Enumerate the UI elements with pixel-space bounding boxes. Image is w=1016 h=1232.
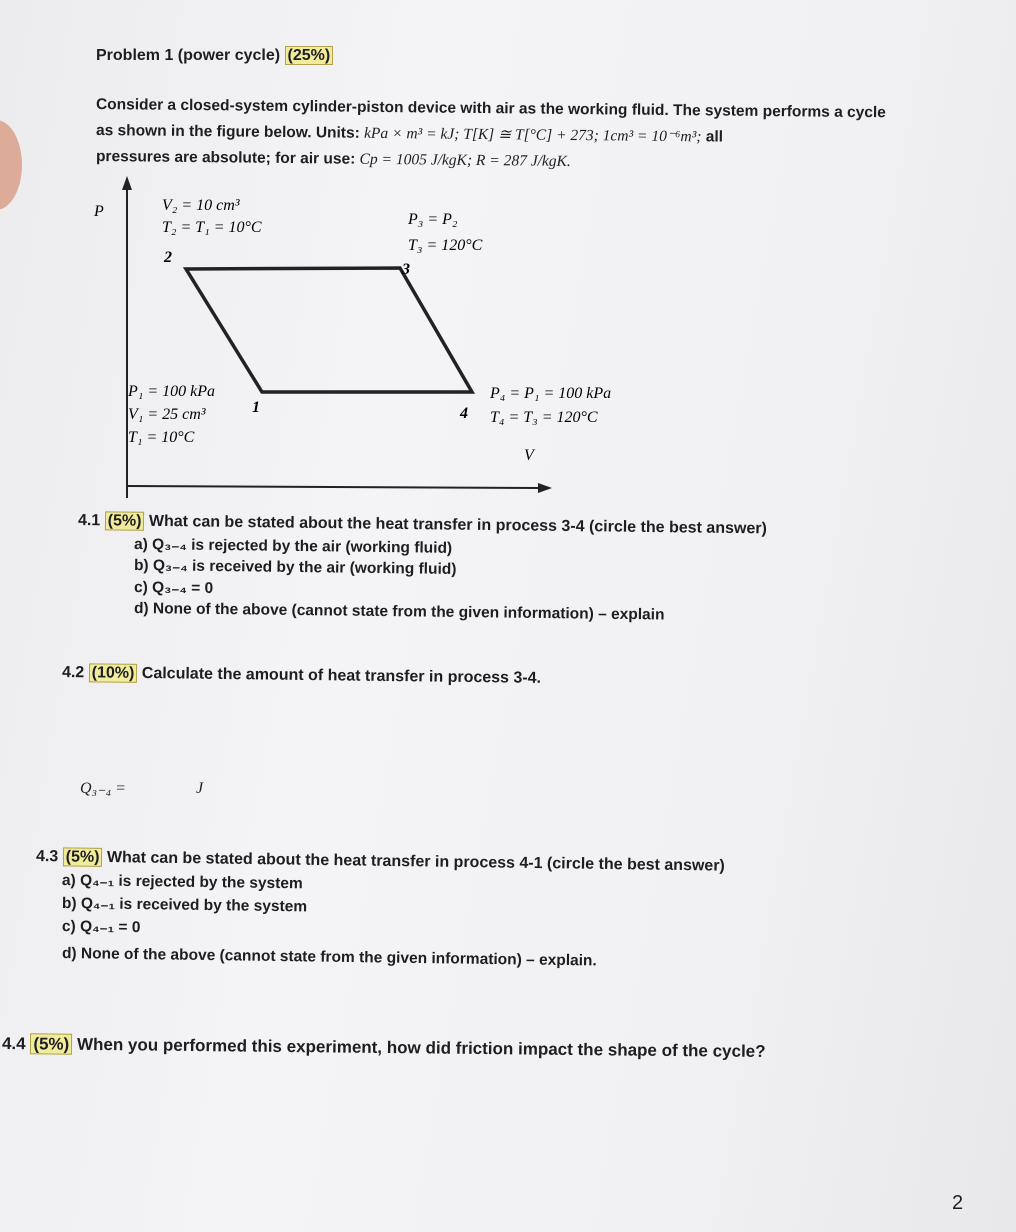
- intro-line-2-text: as shown in the figure below. Units:: [95, 122, 365, 142]
- state4-number: 4: [460, 405, 468, 422]
- state3-number: 3: [402, 261, 410, 278]
- title-text: Problem 1 (power cycle): [96, 47, 281, 64]
- state1-v: V₁ = 25 cm³: [128, 406, 206, 423]
- state1-p: P₁ = 100 kPa: [128, 383, 216, 400]
- q41-text: What can be stated about the heat transfer in process 3-4 (circle the best answer): [144, 512, 767, 538]
- state4-t: T₄ = T₃ = 120°C: [490, 409, 598, 426]
- q41-option-c[interactable]: c) Q₃₋₄ = 0: [133, 579, 214, 597]
- q43-option-b[interactable]: b) Q₄₋₁ is received by the system: [61, 895, 308, 916]
- p-axis-arrow: [122, 176, 132, 190]
- state2-v: V₂ = 10 cm³: [162, 197, 240, 214]
- q41-option-d[interactable]: d) None of the above (cannot state from the given information) – explain: [133, 600, 665, 624]
- state1-number: 1: [252, 399, 260, 416]
- q44-percent: (5%): [30, 1033, 72, 1054]
- pv-diagram: [0, 0, 1016, 520]
- q41-number: 4.1: [77, 512, 101, 530]
- intro-line-2-math: kPa × m³ = kJ; T[K] ≅ T[°C] + 273; 1cm³ = 10⁻⁶m³;: [364, 124, 702, 146]
- state2-number: 2: [164, 249, 172, 266]
- state4-p: P₄ = P₁ = 100 kPa: [490, 385, 612, 402]
- q42-number: 4.2: [61, 664, 85, 682]
- state3-p: P₃ = P₂: [408, 211, 458, 228]
- state1-t: T₁ = 10°C: [128, 429, 195, 446]
- v-axis-arrow: [538, 483, 552, 493]
- q41-percent: (5%): [105, 511, 145, 530]
- q43-text: What can be stated about the heat transfer in process 4-1 (circle the best answer): [102, 848, 725, 875]
- q42-percent: (10%): [89, 663, 138, 683]
- q44-text: When you performed this experiment, how did friction impact the shape of the cycle?: [72, 1034, 766, 1061]
- intro-line-3-math: Cp = 1005 J/kgK; R = 287 J/kgK.: [359, 150, 571, 170]
- q41-option-a[interactable]: a) Q₃₋₄ is rejected by the air (working fluid): [133, 536, 453, 557]
- q43-number: 4.3: [35, 848, 59, 866]
- axis-p-label: P: [94, 203, 104, 220]
- state2-t: T₂ = T₁ = 10°C: [162, 219, 262, 236]
- q43-option-a[interactable]: a) Q₄₋₁ is rejected by the system: [61, 872, 303, 893]
- v-axis-line: [127, 486, 540, 488]
- q43-option-d[interactable]: d) None of the above (cannot state from the given information) – explain.: [61, 945, 597, 970]
- title-percent: (25%): [285, 46, 334, 65]
- q43-option-c[interactable]: c) Q₄₋₁ = 0: [61, 918, 141, 937]
- intro-line-3-text: pressures are absolute; for air use:: [95, 148, 360, 168]
- q42-answer-label: Q₃₋₄ =: [80, 780, 126, 797]
- q42-answer-unit: J: [196, 780, 204, 797]
- intro-line-2-end: all: [701, 128, 724, 146]
- cycle-path: [186, 268, 472, 392]
- q41-option-b[interactable]: b) Q₃₋₄ is received by the air (working fluid): [133, 557, 457, 578]
- page-number: 2: [952, 1192, 964, 1214]
- intro-line-1: Consider a closed-system cylinder-piston device with air as the working fluid. The system performs a cycle: [95, 96, 886, 122]
- axis-v-label: V: [524, 447, 534, 464]
- q42-text: Calculate the amount of heat transfer in process 3-4.: [137, 664, 542, 687]
- q44-number: 4.4: [1, 1034, 26, 1054]
- state3-t: T₃ = 120°C: [408, 237, 483, 254]
- q43-percent: (5%): [63, 847, 103, 867]
